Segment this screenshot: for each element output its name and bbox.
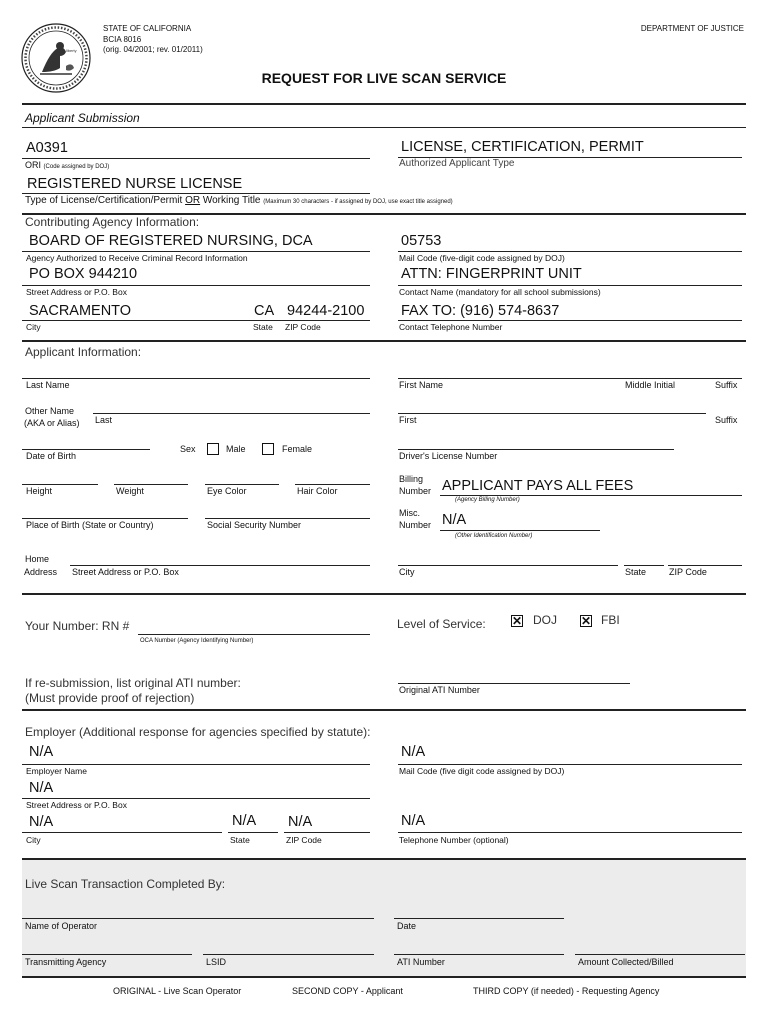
employer-city-label: City	[26, 835, 41, 845]
drivers-license-line[interactable]	[398, 449, 674, 450]
middle-initial-label: Middle Initial	[625, 380, 676, 390]
contact-value[interactable]: ATTN: FINGERPRINT UNIT	[401, 266, 582, 282]
state-name: STATE OF CALIFORNIA	[103, 24, 192, 33]
footer-third-copy: THIRD COPY (if needed) - Requesting Agency	[473, 986, 660, 996]
other-suffix-label: Suffix	[715, 415, 738, 425]
your-number-line[interactable]	[138, 634, 370, 635]
employer-phone-value[interactable]: N/A	[401, 813, 426, 829]
fbi-label: FBI	[601, 613, 620, 627]
aka-label: (AKA or Alias)	[24, 418, 80, 428]
misc-label: Misc.	[399, 508, 420, 518]
female-label: Female	[282, 444, 313, 454]
sex-label: Sex	[180, 444, 196, 454]
applicant-submission-heading: Applicant Submission	[25, 111, 140, 125]
weight-line[interactable]	[114, 484, 188, 485]
state-label: State	[253, 322, 273, 332]
mail-code-value[interactable]: 05753	[401, 233, 442, 249]
authorized-type-label: Authorized Applicant Type	[399, 158, 515, 169]
home-street-label: Street Address or P.O. Box	[72, 567, 179, 577]
height-line[interactable]	[22, 484, 98, 485]
weight-label: Weight	[116, 486, 144, 496]
last-name-line[interactable]	[22, 378, 370, 379]
home-label: Home	[25, 554, 50, 564]
authorized-type-value[interactable]: LICENSE, CERTIFICATION, PERMIT	[401, 139, 644, 155]
employer-phone-label: Telephone Number (optional)	[399, 835, 509, 845]
hair-color-label: Hair Color	[297, 486, 338, 496]
other-last-line[interactable]	[93, 413, 370, 414]
employer-city-value[interactable]: N/A	[29, 814, 54, 830]
home-street-line[interactable]	[70, 565, 370, 566]
pob-label: Place of Birth (State or Country)	[26, 520, 154, 530]
svg-text:liberty: liberty	[66, 48, 77, 53]
form-revision: (orig. 04/2001; rev. 01/2011)	[103, 45, 203, 54]
home-city-label: City	[399, 567, 415, 577]
resubmission-note: (Must provide proof of rejection)	[25, 691, 195, 705]
ssn-label: Social Security Number	[207, 520, 302, 530]
employer-zip-value[interactable]: N/A	[288, 814, 313, 830]
state-value[interactable]: CA	[254, 303, 275, 319]
street-label: Street Address or P.O. Box	[26, 287, 127, 297]
contact-phone-label: Contact Telephone Number	[399, 322, 503, 332]
contributing-agency-heading: Contributing Agency Information:	[25, 215, 200, 229]
first-name-label: First Name	[399, 380, 444, 390]
lsid-line[interactable]	[203, 954, 374, 955]
employer-name-label: Employer Name	[26, 766, 87, 776]
oca-note: OCA Number (Agency Identifying Number)	[140, 638, 254, 644]
fbi-checkbox[interactable]: ✕	[581, 614, 592, 628]
agency-label: Agency Authorized to Receive Criminal Record Information	[26, 253, 248, 263]
your-number-label: Your Number: RN #	[25, 619, 130, 633]
license-type-label: Type of License/Certification/Permit OR Working Title (Maximum 30 characters - if assigned by DOJ, use exact title assigned)	[25, 195, 453, 206]
other-first-label: First	[399, 415, 417, 425]
contact-phone-value[interactable]: FAX TO: (916) 574-8637	[401, 303, 560, 319]
home-city-line[interactable]	[398, 565, 618, 566]
contact-label: Contact Name (mandatory for all school submissions)	[399, 287, 601, 297]
other-last-label: Last	[95, 415, 113, 425]
pob-line[interactable]	[22, 518, 188, 519]
date-label: Date	[397, 921, 417, 931]
city-value[interactable]: SACRAMENTO	[29, 303, 132, 319]
home-zip-line[interactable]	[668, 565, 742, 566]
home-state-line[interactable]	[624, 565, 664, 566]
dob-label: Date of Birth	[26, 451, 77, 461]
home-zip-label: ZIP Code	[669, 567, 707, 577]
footer-original: ORIGINAL - Live Scan Operator	[113, 986, 242, 996]
lsid-label: LSID	[206, 957, 227, 967]
operator-line[interactable]	[22, 918, 374, 919]
misc-number-label: Number	[399, 520, 432, 530]
ori-value[interactable]: A0391	[26, 140, 68, 156]
misc-value[interactable]: N/A	[442, 512, 467, 528]
billing-label: Billing	[399, 474, 424, 484]
doj-checkbox[interactable]: ✕	[512, 614, 523, 628]
doj-label: DOJ	[533, 613, 557, 627]
billing-number-label: Number	[399, 486, 432, 496]
street-value[interactable]: PO BOX 944210	[29, 266, 138, 282]
last-name-label: Last Name	[26, 380, 70, 390]
first-name-line[interactable]	[398, 378, 742, 379]
level-of-service-label: Level of Service:	[397, 617, 486, 631]
male-checkbox[interactable]	[207, 443, 219, 455]
ssn-line[interactable]	[205, 518, 370, 519]
employer-state-label: State	[230, 835, 250, 845]
hair-color-line[interactable]	[295, 484, 370, 485]
transmitting-agency-line[interactable]	[22, 954, 192, 955]
license-type-value[interactable]: REGISTERED NURSE LICENSE	[27, 176, 243, 192]
male-label: Male	[226, 444, 246, 454]
eye-color-label: Eye Color	[207, 486, 247, 496]
billing-value[interactable]: APPLICANT PAYS ALL FEES	[442, 478, 634, 494]
other-name-label: Other Name	[25, 406, 75, 416]
female-checkbox[interactable]	[262, 443, 274, 455]
billing-note: (Agency Billing Number)	[455, 497, 520, 503]
employer-mail-label: Mail Code (five digit code assigned by DOJ)	[399, 766, 565, 776]
ori-label: ORI (Code assigned by DOJ)	[25, 160, 110, 170]
zip-label: ZIP Code	[285, 322, 321, 332]
employer-street-label: Street Address or P.O. Box	[26, 800, 127, 810]
mail-code-label: Mail Code (five-digit code assigned by DOJ)	[399, 253, 565, 263]
live-scan-heading: Live Scan Transaction Completed By:	[25, 877, 226, 891]
dob-line[interactable]	[22, 449, 150, 450]
agency-value[interactable]: BOARD OF REGISTERED NURSING, DCA	[29, 233, 313, 249]
ati-number-label: ATI Number	[397, 957, 445, 967]
employer-heading: Employer (Additional response for agencies specified by statute):	[25, 725, 371, 739]
employer-zip-label: ZIP Code	[286, 835, 322, 845]
resubmission-label: If re-submission, list original ATI number:	[25, 676, 241, 690]
original-ati-label: Original ATI Number	[399, 685, 480, 695]
original-ati-line[interactable]	[398, 683, 630, 684]
suffix-label: Suffix	[715, 380, 738, 390]
form-id: BCIA 8016	[103, 35, 142, 44]
footer-second-copy: SECOND COPY - Applicant	[292, 986, 403, 996]
transmitting-agency-label: Transmitting Agency	[25, 957, 107, 967]
height-label: Height	[26, 486, 53, 496]
department-name: DEPARTMENT OF JUSTICE	[640, 24, 744, 33]
zip-value[interactable]: 94244-2100	[287, 303, 365, 319]
city-label: City	[26, 322, 41, 332]
drivers-license-label: Driver's License Number	[399, 451, 498, 461]
eye-color-line[interactable]	[205, 484, 279, 485]
ati-number-line[interactable]	[394, 954, 564, 955]
home-state-label: State	[625, 567, 647, 577]
amount-label: Amount Collected/Billed	[578, 957, 674, 967]
amount-line[interactable]	[575, 954, 745, 955]
page-title: REQUEST FOR LIVE SCAN SERVICE	[261, 70, 507, 86]
address-label: Address	[24, 567, 58, 577]
operator-label: Name of Operator	[25, 921, 98, 931]
employer-state-value[interactable]: N/A	[232, 813, 257, 829]
misc-note: (Other Identification Number)	[455, 533, 533, 539]
other-first-line[interactable]	[398, 413, 706, 414]
date-line[interactable]	[394, 918, 564, 919]
employer-mail-value[interactable]: N/A	[401, 744, 426, 760]
applicant-info-heading: Applicant Information:	[25, 345, 142, 359]
employer-street-value[interactable]: N/A	[29, 780, 54, 796]
employer-name-value[interactable]: N/A	[29, 744, 54, 760]
